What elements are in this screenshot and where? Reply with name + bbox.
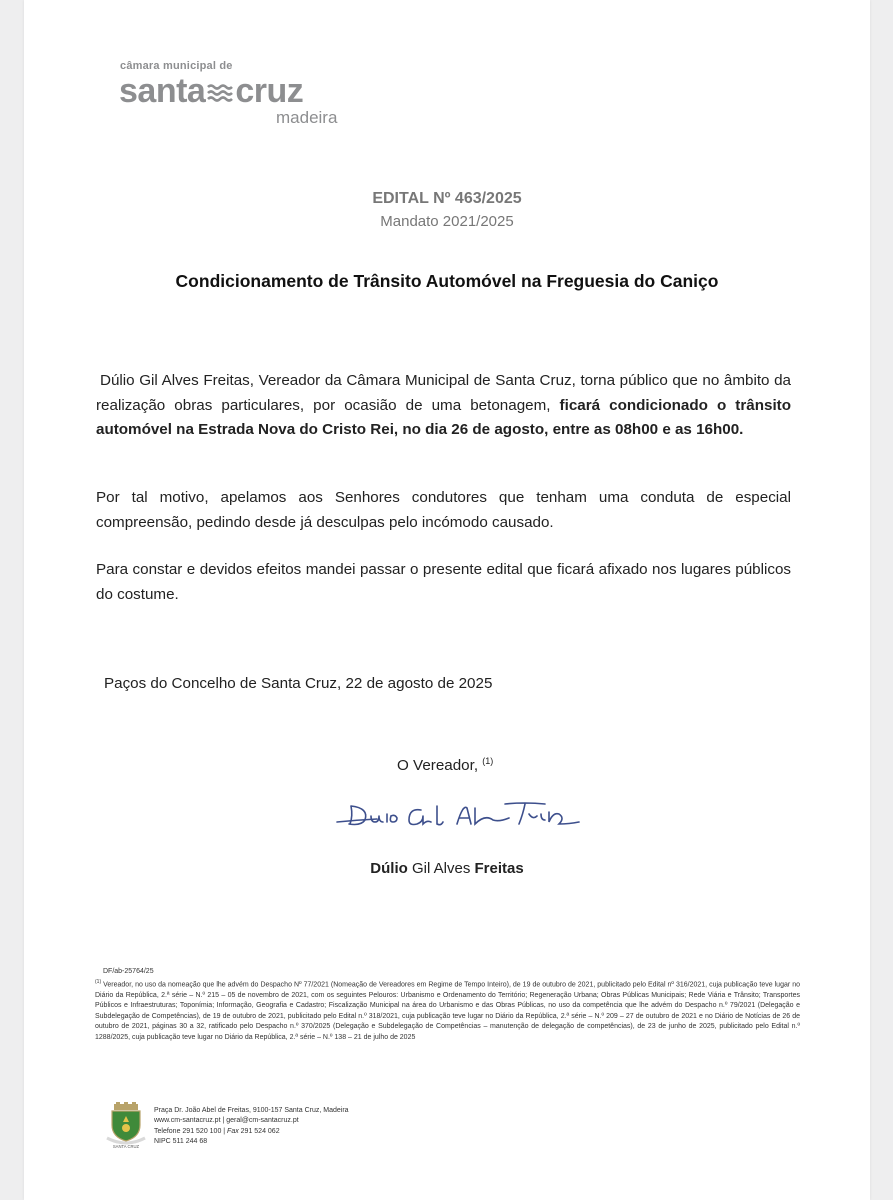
signer-first-name: Dúlio — [370, 860, 408, 877]
footer-address: Praça Dr. João Abel de Freitas, 9100-157 Santa Cruz, Madeira — [154, 1107, 349, 1114]
footer-phone: Telefone 291 520 100 | — [154, 1127, 228, 1135]
signer-role — [397, 756, 493, 774]
paragraph-announcement — [96, 369, 791, 443]
place-date: Paços do Concelho de Santa Cruz, 22 de agosto de 2025 — [104, 675, 493, 692]
footer-phone-fax — [154, 1127, 349, 1137]
footer-contacts — [154, 1106, 349, 1148]
footnote-marker: (1) — [95, 979, 102, 985]
signer-middle-name: Gil Alves — [407, 860, 475, 877]
signer-last-name: Freitas — [474, 860, 524, 877]
logo-region: madeira — [276, 108, 338, 127]
document-reference: DF/ab-25764/25 — [103, 968, 154, 975]
municipal-crest-icon — [104, 1102, 148, 1155]
municipality-logo — [119, 72, 303, 113]
waves-icon — [207, 74, 233, 113]
role-text: O Vereador, — [397, 757, 479, 775]
signer-name — [24, 860, 870, 877]
announcement-bold-text: ficará condicionado o trânsito automóvel na Estrada Nova do Cristo Rei, no dia 26 de agosto, entre as 08h00 e as 16h00. — [96, 396, 792, 438]
role-footnote-marker: (1) — [482, 756, 494, 766]
logo-name-left: santa — [119, 72, 206, 110]
edital-number: EDITAL Nº 463/2025 — [372, 190, 522, 207]
footer-fax-label: Fax — [227, 1127, 239, 1135]
document-page — [24, 0, 870, 1200]
logo-top-text: câmara municipal de — [120, 60, 233, 72]
footnote — [95, 977, 800, 1043]
footer-nipc: NIPC 511 244 68 — [154, 1138, 208, 1146]
document-title: Condicionamento de Trânsito Automóvel na Freguesia do Caniço — [175, 271, 719, 291]
mandate: Mandato 2021/2025 — [380, 213, 514, 230]
handwritten-signature — [329, 792, 589, 843]
paragraph-apology: Por tal motivo, apelamos aos Senhores condutores que tenham uma conduta de especial compreensão, pedindo desde já desculpas pelo incómodo causado. — [96, 489, 791, 531]
paragraph-posting: Para constar e devidos efeitos mandei passar o presente edital que ficará afixado nos lugares públicos do costume. — [96, 561, 791, 603]
footnote-text: Vereador, no uso da nomeação que lhe advém do Despacho Nº 77/2021 (Nomeação de Vereadores em Regime de Tempo Inteiro), de 19 de outubro de 2021, publicitado pelo Edital nº 316/2021, cuja publicação teve lugar no Diário da República, 2.ª série – N.º 215 – 05 de novembro de 2021, com os seguintes Pelouros: Urbanismo e Ordenamento do Território; Regeneração Urbana; Obras Públicas Municipais; Rede Viária e Trânsito; Transportes Públicos e Infraestruturas; Toponímia; Informação, Geografia e Cadastro; Fiscalização Municipal na área do Urbanismo e das Obras Públicas, no uso da competência que lhe advém do Despacho n.º 79/2021 (Delegação e Subdelegação de Competências), de 19 de outubro de 2021, publicitado pelo Edital n.º 318/2021, cuja publicação teve lugar no Diário da República, 2.ª série – N.º 209 – 27 de outubro de 2021 e no Diário de Notícias de 26 de outubro de 2021, páginas 30 a 32, ratificado pelo Despacho n.º 370/2025 (Delegação e Subdelegação de Competências – manutenção de delegação de competências), de 23 de junho de 2025, publicitado pelo Edital n.º 1288/2025, cuja publicação teve lugar no Diário da República, 2.ª série – N.º 138 – 21 de julho de 2025 — [95, 981, 800, 1041]
footer-web-email: www.cm-santacruz.pt | geral@cm-santacruz.pt — [154, 1117, 299, 1125]
crest-label: SANTA CRUZ — [112, 1144, 140, 1149]
footer-fax-number: 291 524 062 — [238, 1127, 280, 1135]
logo-name-right: cruz — [235, 72, 304, 110]
announcement-text: Dúlio Gil Alves Freitas, Vereador da Câmara Municipal de Santa Cruz, torna público que no âmbito da realização obras particulares, por ocasião de uma betonagem, — [96, 372, 791, 414]
